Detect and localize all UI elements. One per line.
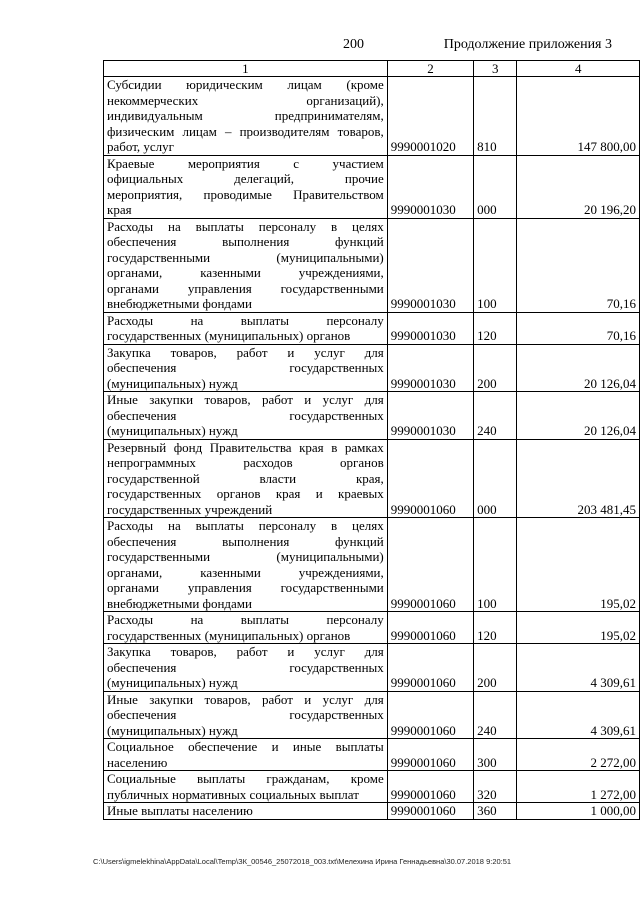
description-line: государственных (муниципальных) органов xyxy=(107,328,351,343)
row-code: 9990001060 xyxy=(387,739,473,771)
description-line: обеспечения государственных xyxy=(107,407,384,423)
row-description xyxy=(104,155,388,218)
row-description xyxy=(104,691,388,739)
column-header-code: 2 xyxy=(387,61,473,77)
row-code: 9990001030 xyxy=(387,312,473,344)
description-line: Иные закупки товаров, работ и услуг для xyxy=(107,691,384,707)
budget-table xyxy=(103,60,640,820)
row-code: 9990001030 xyxy=(387,155,473,218)
row-expense-type: 000 xyxy=(474,439,517,518)
row-description xyxy=(104,771,388,803)
description-line: государственной власти края, xyxy=(107,470,384,486)
row-description xyxy=(104,644,388,692)
table-row xyxy=(104,691,640,739)
description-line: (муниципальных) нужд xyxy=(107,675,238,690)
description-line: непрограммных расходов органов xyxy=(107,455,384,470)
page-number: 200 xyxy=(343,37,364,52)
row-code: 9990001030 xyxy=(387,344,473,392)
row-amount: 4 309,61 xyxy=(517,644,640,692)
row-code: 9990001060 xyxy=(387,691,473,739)
row-expense-type: 240 xyxy=(474,392,517,440)
table-header-row xyxy=(104,61,640,77)
table-row xyxy=(104,612,640,644)
row-description xyxy=(104,739,388,771)
table-row xyxy=(104,739,640,771)
description-line: органами управления государственными xyxy=(107,280,384,296)
description-line: обеспечения государственных xyxy=(107,360,384,375)
description-line: Закупка товаров, работ и услуг для xyxy=(107,644,384,659)
description-line: физическим лицам – производителям товаров, xyxy=(107,123,384,139)
row-code: 9990001060 xyxy=(387,644,473,692)
table-row xyxy=(104,392,640,440)
row-expense-type: 320 xyxy=(474,771,517,803)
row-description xyxy=(104,392,388,440)
row-expense-type: 200 xyxy=(474,644,517,692)
description-line: публичных нормативных социальных выплат xyxy=(107,786,359,802)
column-header-type: 3 xyxy=(474,61,517,77)
table-row xyxy=(104,439,640,518)
description-line: внебюджетными фондами xyxy=(107,595,252,611)
description-line: Социальное обеспечение и иные выплаты xyxy=(107,739,384,754)
table-row xyxy=(104,518,640,612)
row-expense-type: 120 xyxy=(474,312,517,344)
description-line: Расходы на выплаты персоналу xyxy=(107,612,384,627)
row-amount: 195,02 xyxy=(517,518,640,612)
row-code: 9990001060 xyxy=(387,518,473,612)
row-code: 9990001030 xyxy=(387,218,473,312)
row-code: 9990001020 xyxy=(387,77,473,156)
row-expense-type: 300 xyxy=(474,739,517,771)
row-expense-type: 200 xyxy=(474,344,517,392)
description-line: обеспечения выполнения функций xyxy=(107,234,384,249)
row-amount: 147 800,00 xyxy=(517,77,640,156)
description-line: края xyxy=(107,202,132,217)
description-line: (муниципальных) нужд xyxy=(107,423,238,438)
row-amount: 4 309,61 xyxy=(517,691,640,739)
row-amount: 70,16 xyxy=(517,312,640,344)
description-line: Социальные выплаты гражданам, кроме xyxy=(107,771,384,786)
description-line: государственных учреждений xyxy=(107,501,273,517)
row-expense-type: 100 xyxy=(474,518,517,612)
description-line: государственными (муниципальными) xyxy=(107,549,384,564)
row-expense-type: 240 xyxy=(474,691,517,739)
description-line: работ, услуг xyxy=(107,139,175,154)
row-code: 9990001060 xyxy=(387,439,473,518)
row-description xyxy=(104,803,388,820)
table-row xyxy=(104,218,640,312)
description-line: некоммерческих организаций), xyxy=(107,92,384,108)
table-row xyxy=(104,344,640,392)
row-description xyxy=(104,77,388,156)
row-amount: 70,16 xyxy=(517,218,640,312)
row-expense-type: 100 xyxy=(474,218,517,312)
row-expense-type: 000 xyxy=(474,155,517,218)
description-line: обеспечения государственных xyxy=(107,707,384,722)
description-line: государственных (муниципальных) органов xyxy=(107,627,351,643)
row-expense-type: 120 xyxy=(474,612,517,644)
row-amount: 1 272,00 xyxy=(517,771,640,803)
description-line: органами, казенными учреждениями, xyxy=(107,564,384,580)
column-header-amount: 4 xyxy=(517,61,640,77)
description-line: Субсидии юридическим лицам (кроме xyxy=(107,77,384,92)
row-description xyxy=(104,312,388,344)
row-code: 9990001060 xyxy=(387,803,473,820)
description-line: Расходы на выплаты персоналу в целях xyxy=(107,518,384,533)
description-line: официальных делегаций, прочие xyxy=(107,171,384,186)
row-amount: 20 126,04 xyxy=(517,344,640,392)
row-amount: 203 481,45 xyxy=(517,439,640,518)
row-code: 9990001060 xyxy=(387,771,473,803)
description-line: мероприятия, проводимые Правительством xyxy=(107,186,384,202)
description-line: обеспечения выполнения функций xyxy=(107,533,384,549)
row-code: 9990001030 xyxy=(387,392,473,440)
continuation-label: Продолжение приложения 3 xyxy=(443,37,612,52)
row-amount: 20 126,04 xyxy=(517,392,640,440)
description-line: индивидуальным предпринимателям, xyxy=(107,108,384,123)
row-amount: 1 000,00 xyxy=(517,803,640,820)
row-amount: 195,02 xyxy=(517,612,640,644)
description-line: Иные выплаты населению xyxy=(107,803,253,818)
description-line: органами управления государственными xyxy=(107,580,384,595)
description-line: государственными (муниципальными) xyxy=(107,249,384,265)
row-amount: 20 196,20 xyxy=(517,155,640,218)
table-row xyxy=(104,155,640,218)
row-description xyxy=(104,439,388,518)
description-line: Расходы на выплаты персоналу xyxy=(107,312,384,328)
table-row xyxy=(104,803,640,820)
description-line: Закупка товаров, работ и услуг для xyxy=(107,344,384,360)
row-code: 9990001060 xyxy=(387,612,473,644)
table-row xyxy=(104,644,640,692)
description-line: (муниципальных) нужд xyxy=(107,375,238,391)
table-row xyxy=(104,312,640,344)
description-line: органами, казенными учреждениями, xyxy=(107,265,384,280)
file-path-footer: C:\Users\igmelekhina\AppData\Local\Temp\ЗК_00546_25072018_003.txt\Мелехина Ирина Геннадьевна\30.07.2018 9:20:51 xyxy=(93,857,512,866)
description-line: населению xyxy=(107,754,168,770)
row-expense-type: 360 xyxy=(474,803,517,820)
description-line: Расходы на выплаты персоналу в целях xyxy=(107,218,384,234)
row-amount: 2 272,00 xyxy=(517,739,640,771)
description-line: внебюджетными фондами xyxy=(107,296,252,311)
row-description xyxy=(104,612,388,644)
description-line: (муниципальных) нужд xyxy=(107,722,238,738)
table-body xyxy=(104,77,640,820)
description-line: Краевые мероприятия с участием xyxy=(107,155,384,171)
column-header-description: 1 xyxy=(104,61,388,77)
table-row xyxy=(104,771,640,803)
description-line: государственных органов края и краевых xyxy=(107,486,384,501)
row-description xyxy=(104,344,388,392)
row-description xyxy=(104,218,388,312)
row-expense-type: 810 xyxy=(474,77,517,156)
row-description xyxy=(104,518,388,612)
description-line: обеспечения государственных xyxy=(107,659,384,675)
table-row xyxy=(104,77,640,156)
description-line: Иные закупки товаров, работ и услуг для xyxy=(107,392,384,407)
description-line: Резервный фонд Правительства края в рамках xyxy=(107,439,384,455)
